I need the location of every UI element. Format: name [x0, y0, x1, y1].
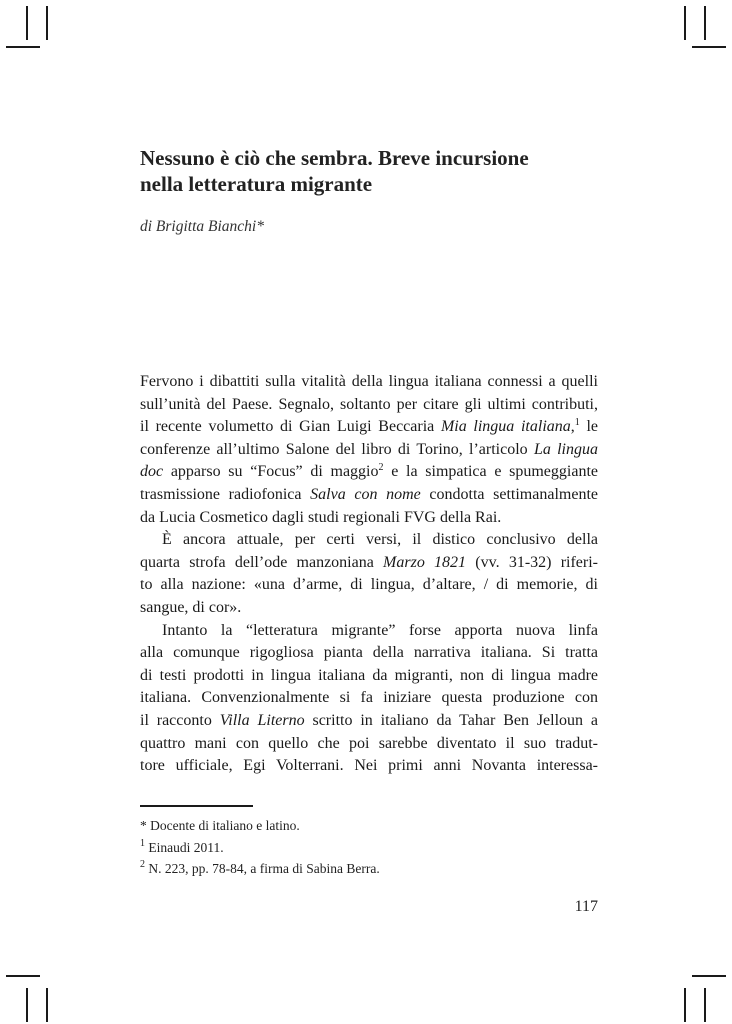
- footnote-text: Docente di italiano e latino.: [146, 818, 300, 833]
- footnote-mark: 2: [140, 859, 145, 870]
- text-run: Intanto la “letteratura migrante” forse apporta nuova linfa: [162, 621, 598, 639]
- footnote-mark: 1: [140, 837, 145, 849]
- text-run: È ancora attuale, per certi versi, il distico conclusivo della: [162, 531, 598, 549]
- italic-title: Mia lingua italiana: [440, 418, 571, 436]
- text-run: e la simpatica e spumeggiante: [383, 463, 598, 481]
- footnote-ref: 1: [574, 417, 580, 429]
- crop-mark: [46, 988, 48, 1022]
- footnotes: [140, 815, 380, 880]
- footnote-rule: [140, 805, 253, 807]
- italic-title: Marzo 1821: [383, 553, 467, 571]
- body-line: [140, 665, 598, 688]
- title-line: nella letteratura migrante: [140, 172, 373, 196]
- text-run: tore ufficiale, Egi Volterrani. Nei primi anni Novanta interessa-: [140, 757, 598, 775]
- text-run: Fervono i dibattiti sulla vitalità della lingua italiana connessi a quelli: [140, 373, 598, 390]
- text-run: ,: [570, 418, 575, 436]
- body-line: [140, 574, 598, 597]
- text-run: to alla nazione: «una d’arme, di lingua, d’altare, / di memorie, di: [140, 576, 598, 594]
- crop-mark: [704, 988, 706, 1022]
- body-line: [140, 439, 598, 462]
- text-run: scritto in italiano da Tahar Ben Jelloun a: [304, 711, 599, 729]
- crop-mark: [46, 6, 48, 40]
- footnote: [140, 858, 380, 880]
- text-run: da Lucia Cosmetico dagli studi regionali FVG della Rai.: [140, 508, 502, 526]
- crop-mark: [692, 46, 726, 48]
- text-run: conferenze all’ultimo Salone del libro di Torino, l’articolo: [140, 440, 534, 458]
- text-run: il recente volumetto di Gian Luigi Beccaria: [140, 418, 441, 436]
- footnote-mark: *: [140, 818, 147, 833]
- body-line: [140, 394, 598, 417]
- footnote-ref: 2: [378, 462, 384, 474]
- footnote: [140, 815, 380, 837]
- body-line: [140, 687, 598, 710]
- text-run: sull’unità del Paese. Segnalo, soltanto per citare gli ultimi contributi,: [140, 395, 598, 413]
- text-run: di testi prodotti in lingua italiana da migranti, non di lingua madre: [140, 666, 598, 684]
- title-line: Nessuno è ciò che sembra. Breve incursione: [140, 146, 529, 170]
- crop-mark: [6, 975, 40, 977]
- text-run: italiana. Convenzionalmente si fa iniziare questa produzione con: [140, 689, 598, 707]
- body-line: [140, 552, 598, 575]
- crop-mark: [6, 46, 40, 48]
- body-line: [140, 529, 598, 552]
- crop-mark: [692, 975, 726, 977]
- text-run: trasmissione radiofonica: [140, 485, 311, 503]
- body-line: [140, 642, 598, 665]
- body-line: [140, 484, 598, 507]
- body-line: [140, 371, 598, 394]
- footnote: [140, 837, 380, 859]
- text-run: le: [579, 418, 598, 436]
- body-line: [140, 416, 598, 439]
- text-run: il racconto: [140, 711, 220, 729]
- article-author: di Brigitta Bianchi*: [140, 218, 264, 235]
- crop-mark: [26, 6, 28, 40]
- italic-title: doc: [140, 463, 164, 481]
- text-run: quattro mani con quello che poi sarebbe diventato il suo tradut-: [140, 734, 598, 752]
- body-line: [140, 461, 598, 484]
- body-line: [140, 755, 598, 778]
- text-run: alla comunque rigogliosa pianta della narrativa italiana. Si tratta: [140, 644, 598, 662]
- text-run: (vv. 31-32) riferi-: [466, 553, 599, 571]
- body-line: [140, 733, 598, 756]
- text-run: condotta settimanalmente: [420, 485, 598, 503]
- text-run: quarta strofa dell’ode manzoniana: [140, 553, 384, 571]
- body-line: [140, 507, 598, 530]
- crop-mark: [684, 988, 686, 1022]
- footnote-text: Einaudi 2011.: [145, 839, 224, 855]
- footnote-text: N. 223, pp. 78-84, a firma di Sabina Berra.: [145, 861, 380, 876]
- italic-title: Villa Literno: [219, 711, 305, 729]
- crop-mark: [704, 6, 706, 40]
- crop-mark: [26, 988, 28, 1022]
- crop-mark: [684, 6, 686, 40]
- body-text: [140, 371, 598, 778]
- body-line: [140, 710, 598, 733]
- text-run: sangue, di cor».: [140, 598, 242, 616]
- italic-title: La lingua: [533, 440, 598, 458]
- italic-title: Salva con nome: [310, 485, 421, 503]
- page-number: 117: [574, 898, 598, 915]
- text-run: apparso su “Focus” di maggio: [163, 463, 379, 481]
- body-line: [140, 620, 598, 643]
- body-line: [140, 597, 598, 620]
- article-title: [140, 145, 610, 197]
